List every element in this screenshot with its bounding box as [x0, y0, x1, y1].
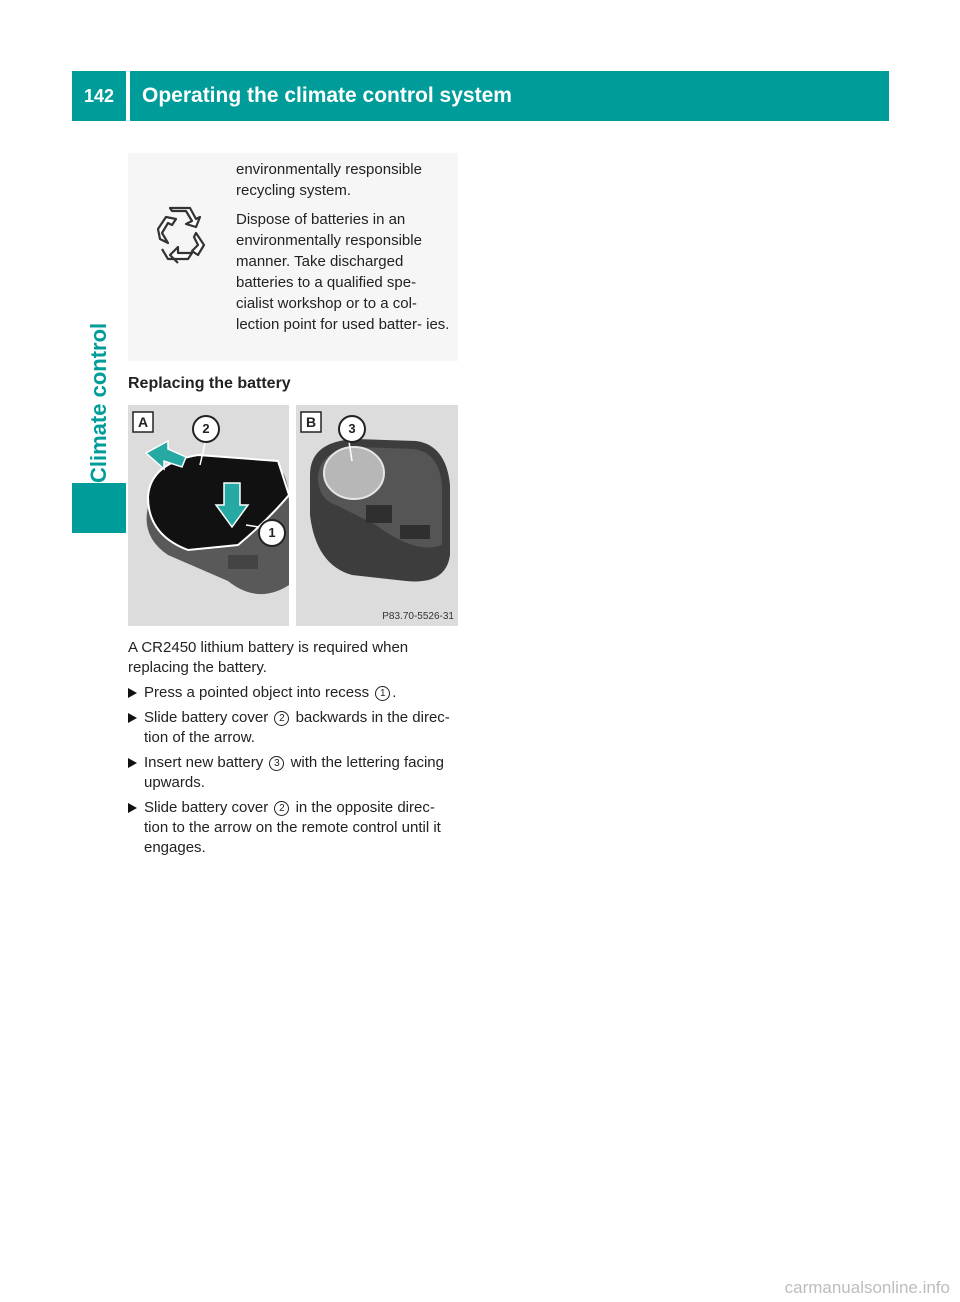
step-text: . [392, 684, 397, 701]
step-text: Slide battery cover [144, 709, 273, 726]
step-arrow-icon [128, 803, 137, 813]
step-text: with the lettering facing upwards. [144, 754, 444, 791]
side-tab-label: Climate control [86, 322, 111, 483]
intro-text: A CR2450 lithium battery is required when replacing the battery. [128, 639, 409, 676]
callout-number: 1 [375, 686, 390, 701]
panel-a-label: A [137, 414, 149, 430]
instructions [128, 638, 460, 863]
step-arrow-icon [128, 758, 137, 768]
step-text: in the opposite direc- tion to the arrow on the remote control until it engages. [144, 799, 441, 856]
figure-panel-b [296, 405, 458, 626]
header-divider [126, 71, 130, 121]
step-text: Insert new battery [144, 754, 268, 771]
step-item [128, 753, 460, 793]
side-tab-block [72, 483, 126, 533]
note-text [236, 159, 451, 343]
step-arrow-icon [128, 713, 137, 723]
remote-battery-illustration [296, 405, 458, 626]
note-paragraph: environmentally responsible recycling system. [236, 161, 422, 199]
step-text: backwards in the direc- tion of the arrow. [144, 709, 450, 746]
step-arrow-icon [128, 688, 137, 698]
figure-panel-a [128, 405, 289, 626]
page-header [72, 71, 889, 121]
callout-number: 2 [274, 711, 289, 726]
step-item [128, 683, 460, 703]
step-text: Press a pointed object into recess [144, 684, 374, 701]
side-tab [72, 123, 126, 483]
step-item [128, 708, 460, 748]
panel-b-label: B [305, 414, 317, 430]
recycle-icon [148, 203, 210, 265]
callout-2: 2 [192, 415, 220, 443]
callout-1: 1 [258, 519, 286, 547]
page-number: 142 [83, 85, 115, 106]
callout-3: 3 [338, 415, 366, 443]
battery-figure [128, 405, 458, 626]
page-title: Operating the climate control system [142, 84, 512, 107]
section-title: Replacing the battery [128, 375, 291, 392]
callout-number: 2 [274, 801, 289, 816]
environment-note [128, 153, 458, 361]
step-text: Slide battery cover [144, 799, 273, 816]
note-paragraph: Dispose of batteries in an environmentally responsible manner. Take discharged batteries to a qualified spe- cialist workshop or to a col- lection point for used batter- ies. [236, 211, 450, 333]
watermark: carmanualsonline.info [784, 1278, 950, 1297]
callout-number: 3 [269, 756, 284, 771]
step-item [128, 798, 460, 858]
figure-code: P83.70-5526-31 [382, 611, 454, 622]
